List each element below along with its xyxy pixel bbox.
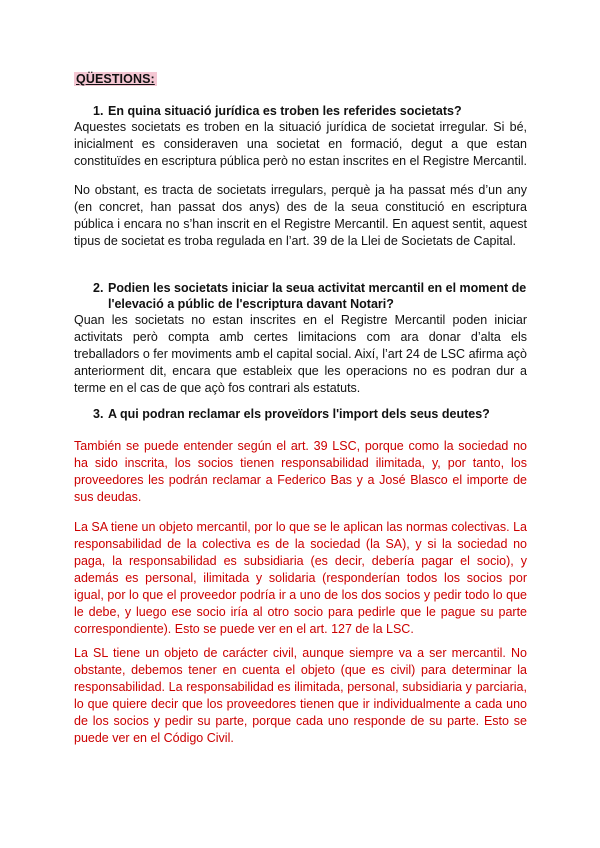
question-2 — [93, 280, 527, 312]
answer-2-paragraph-1: Quan les societats no estan inscrites en el Registre Mercantil poden iniciar activitats però compta amb certes limitacions com ara donar d’alta els treballadors o fer moviments amb el capital social. Així, l’art 24 de LSC afirma açò anteriorment dit, encara que estableix que les operacions no es podran dur a terme en el cas de que açò fos contrari als estatuts. — [74, 313, 527, 395]
answer-3-paragraph-1: También se puede entender según el art. 39 LSC, porque como la sociedad no ha sido inscrita, los socios tienen responsabilidad ilimitada, y, por tanto, los proveedores les podrán reclamar a Federico Bas y a José Blasco el importe de sus deudas. — [74, 439, 527, 504]
question-3 — [93, 406, 527, 422]
question-3-number: 3. — [93, 407, 104, 421]
question-3-text: A qui podran reclamar els proveïdors l'import dels seus deutes? — [108, 407, 490, 421]
answer-3-paragraph-3: La SL tiene un objeto de carácter civil, aunque siempre va a ser mercantil. No obstante, debemos tener en cuenta el objeto (que es civil) para determinar la responsabilidad. La responsabilidad es ilimitada, personal, subsidiaria y parciaria, lo que quiere decir que los proveedores tienen que ir individualmente a cada uno de los socios y pedir su parte, porque cada uno responde de su parte. Esto se puede ver en el Código Civil. — [74, 646, 527, 745]
question-1 — [93, 103, 527, 119]
question-1-text: En quina situació jurídica es troben les referides societats? — [108, 104, 462, 118]
question-2-number: 2. — [93, 281, 104, 295]
answer-1-paragraph-1: Aquestes societats es troben en la situació jurídica de societat irregular. Si bé, inicialment es consideraven una societat en formació, degut a que estan constituïdes en escriptura pública però no estan inscrites en el Registre Mercantil. — [74, 120, 528, 168]
question-2-text: Podien les societats iniciar la seua activitat mercantil en el moment de l'elevació a públic de l'escriptura davant Notari? — [108, 281, 527, 311]
question-1-number: 1. — [93, 104, 104, 118]
answer-1-paragraph-2: No obstant, es tracta de societats irregulars, perquè ja ha passat més d’un any (en concret, han passat dos anys) des de la seua constitució en escriptura pública i encara no s’han inscrit en el Registre Mercantil. En aquest sentit, aquest tipus de societat es troba regulada en l’art. 39 de la Llei de Societats de Capital. — [74, 183, 527, 248]
answer-3-paragraph-2: La SA tiene un objeto mercantil, por lo que se le aplican las normas colectivas. La responsabilidad de la colectiva es de la sociedad (la SA), y si la sociedad no paga, la responsabilidad es subsidiaria (es decir, debería pagar el socio), y además es personal, ilimitada y solidaria (responderían todos los socios por igual, por lo que el proveedor podría ir a uno de los dos socios y pedir todo lo que le debe, y luego ese socio iría al otro socio para pedirle que le pague su parte correspondiente). Esto se puede ver en el art. 127 de la LSC. — [74, 520, 527, 636]
section-heading: QÜESTIONS: — [76, 72, 155, 86]
